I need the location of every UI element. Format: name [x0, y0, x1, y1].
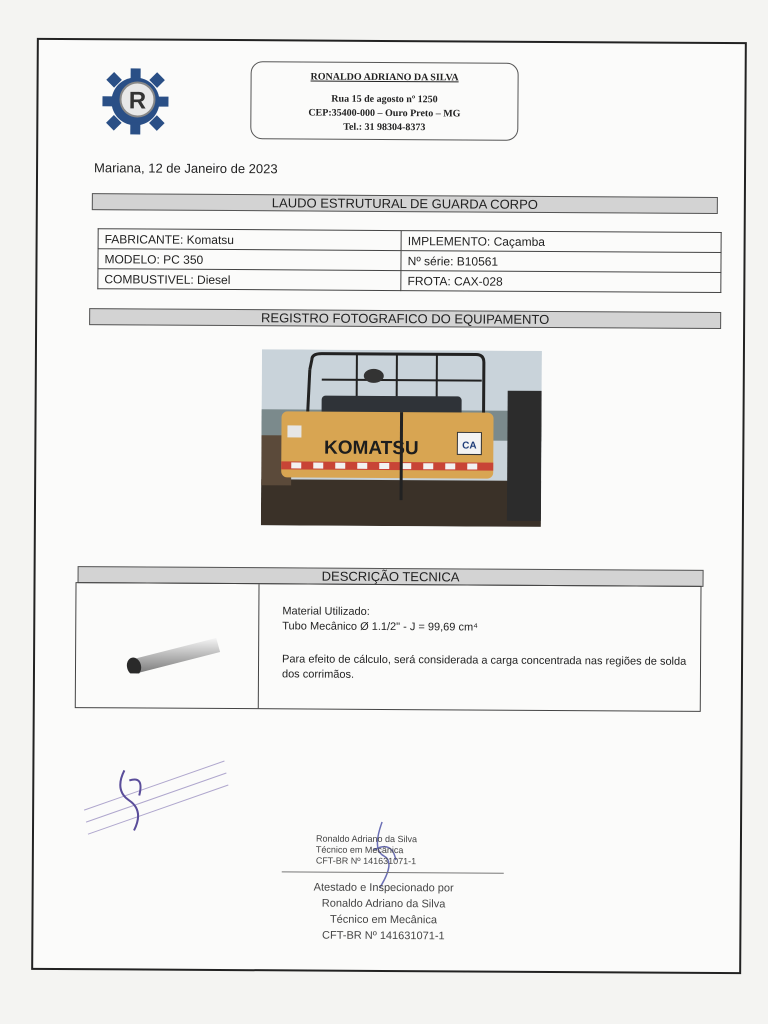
calculation-note: Para efeito de cálculo, será considerada a carga concentrada nas regiões de solda dos corrimãos. [281, 653, 687, 681]
document-page [31, 38, 747, 974]
serie-cell: Nº série: B10561 [401, 251, 721, 273]
violet-stamp-icon [74, 740, 235, 841]
excavator-photo [261, 349, 542, 527]
modelo-cell: MODELO: PC 350 [98, 249, 401, 271]
photo-brand-text: KOMATSU [323, 437, 419, 460]
sig-title: Técnico em Mecânica [315, 844, 404, 856]
attestation-line-4: CFT-BR Nº 141631071-1 [322, 929, 445, 943]
company-name: RONALDO ADRIANO DA SILVA [310, 71, 459, 84]
material-label: Material Utilizado: [282, 605, 370, 618]
attestation-line-3: Técnico em Mecânica [329, 913, 438, 927]
photo-title-bar: REGISTRO FOTOGRAFICO DO EQUIPAMENTO [89, 308, 721, 329]
company-header-box [250, 61, 518, 141]
equipment-table [97, 228, 721, 293]
date-line: Mariana, 12 de Janeiro de 2023 [94, 160, 278, 177]
fabricante-cell: FABRICANTE: Komatsu [98, 229, 401, 251]
desc-title-bar: DESCRIÇÃO TECNICA [78, 566, 704, 587]
logo-letter: R [128, 87, 147, 115]
implemento-cell: IMPLEMENTO: Caçamba [401, 231, 721, 253]
combustivel-cell: COMBUSTIVEL: Diesel [98, 269, 401, 291]
address-line-2: CEP:35400-000 – Ouro Preto – MG [308, 107, 461, 120]
material-block [282, 604, 478, 635]
attestation-block [263, 879, 503, 944]
attestation-line-2: Ronaldo Adriano da Silva [321, 897, 446, 911]
sig-registry: CFT-BR Nº 141631071-1 [315, 855, 417, 867]
report-title-bar: LAUDO ESTRUTURAL DE GUARDA CORPO [92, 193, 718, 214]
phone: Tel.: 31 98304-8373 [343, 121, 426, 134]
description-box [75, 582, 702, 712]
sig-name: Ronaldo Adriano da Silva [315, 833, 418, 845]
photo-badge-text: CA [462, 440, 477, 452]
frota-cell: FROTA: CAX-028 [401, 271, 721, 293]
steel-tube-icon [124, 623, 224, 674]
desc-divider [258, 584, 260, 708]
signature-block-small [316, 834, 417, 868]
address-line-1: Rua 15 de agosto nº 1250 [331, 93, 438, 106]
attestation-line-1: Atestado e Inspecionado por [313, 881, 454, 895]
material-value: Tubo Mecânico Ø 1.1/2" - J = 99,69 cm⁴ [282, 620, 478, 634]
company-logo-gear-icon [100, 66, 170, 136]
